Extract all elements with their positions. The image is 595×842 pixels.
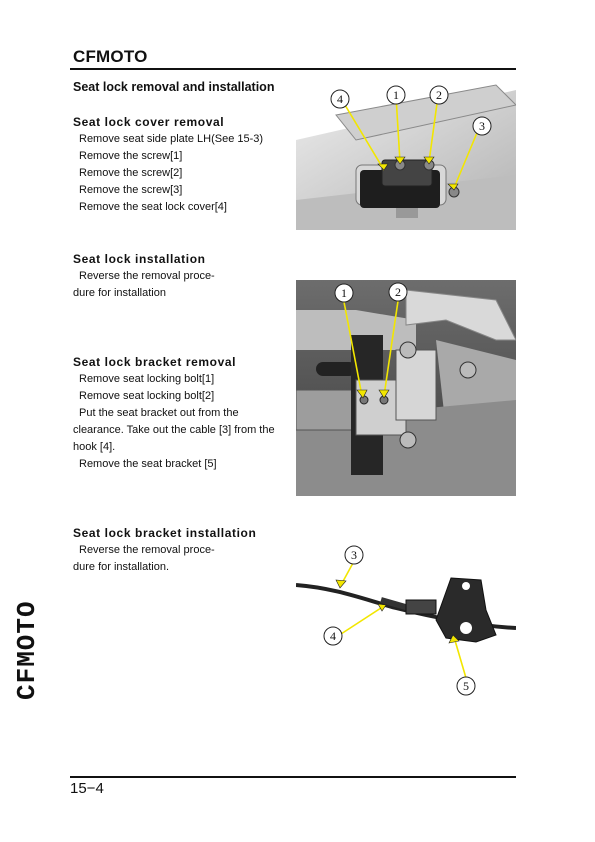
section-title-lock-installation: Seat lock installation bbox=[73, 252, 206, 266]
section-title-bracket-removal: Seat lock bracket removal bbox=[73, 355, 237, 369]
step-line: Remove seat locking bolt[1] bbox=[79, 373, 215, 385]
fig3-callout-5: 5 bbox=[463, 679, 469, 693]
header-rule bbox=[70, 68, 516, 70]
step-line: Remove the seat bracket [5] bbox=[79, 458, 217, 470]
fig1-callout-2: 2 bbox=[436, 88, 442, 102]
header-brand: CFMOTO bbox=[73, 47, 148, 66]
bracket-removal-steps bbox=[73, 371, 283, 473]
lock-installation-steps bbox=[73, 268, 283, 302]
step-line: Remove seat locking bolt[2] bbox=[79, 390, 215, 402]
step-line: dure for installation bbox=[73, 287, 166, 299]
cover-removal-steps bbox=[73, 131, 283, 216]
side-brand-logo: CFMOTO bbox=[12, 600, 42, 700]
figure-seat-lock-bracket bbox=[296, 280, 516, 496]
step-line: Remove the seat lock cover[4] bbox=[79, 201, 227, 213]
bracket-installation-steps bbox=[73, 542, 283, 576]
fig1-callout-1: 1 bbox=[393, 88, 399, 102]
step-line: Remove the screw[2] bbox=[79, 167, 183, 179]
seat-lock-cover-illustration bbox=[296, 80, 516, 230]
step-line: dure for installation. bbox=[73, 561, 169, 573]
step-line: Reverse the removal proce- bbox=[79, 544, 215, 556]
step-line: Put the seat bracket out from the bbox=[79, 407, 239, 419]
bracket-cable-illustration bbox=[296, 540, 516, 700]
page-number: 15−4 bbox=[70, 780, 104, 797]
section-title-bracket-installation: Seat lock bracket installation bbox=[73, 526, 257, 540]
figure-bracket-cable bbox=[296, 540, 516, 700]
fig2-callout-1: 1 bbox=[341, 286, 347, 300]
fig2-callout-2: 2 bbox=[395, 285, 401, 299]
page-title: Seat lock removal and installation bbox=[73, 80, 275, 94]
fig1-callout-3: 3 bbox=[479, 119, 485, 133]
step-line: Remove the screw[1] bbox=[79, 150, 183, 162]
figure-seat-lock-cover bbox=[296, 80, 516, 230]
fig3-callout-4: 4 bbox=[330, 629, 336, 643]
step-line: Reverse the removal proce- bbox=[79, 270, 215, 282]
step-line: Remove the screw[3] bbox=[79, 184, 183, 196]
seat-lock-bracket-illustration bbox=[296, 280, 516, 496]
section-title-cover-removal: Seat lock cover removal bbox=[73, 115, 225, 129]
step-line: Remove seat side plate LH(See 15-3) bbox=[79, 133, 264, 145]
fig3-callout-3: 3 bbox=[351, 548, 357, 562]
step-line: clearance. Take out the cable [3] from the bbox=[73, 424, 275, 436]
step-line: hook [4]. bbox=[73, 441, 116, 453]
footer-rule bbox=[70, 776, 516, 778]
fig1-callout-4: 4 bbox=[337, 92, 343, 106]
